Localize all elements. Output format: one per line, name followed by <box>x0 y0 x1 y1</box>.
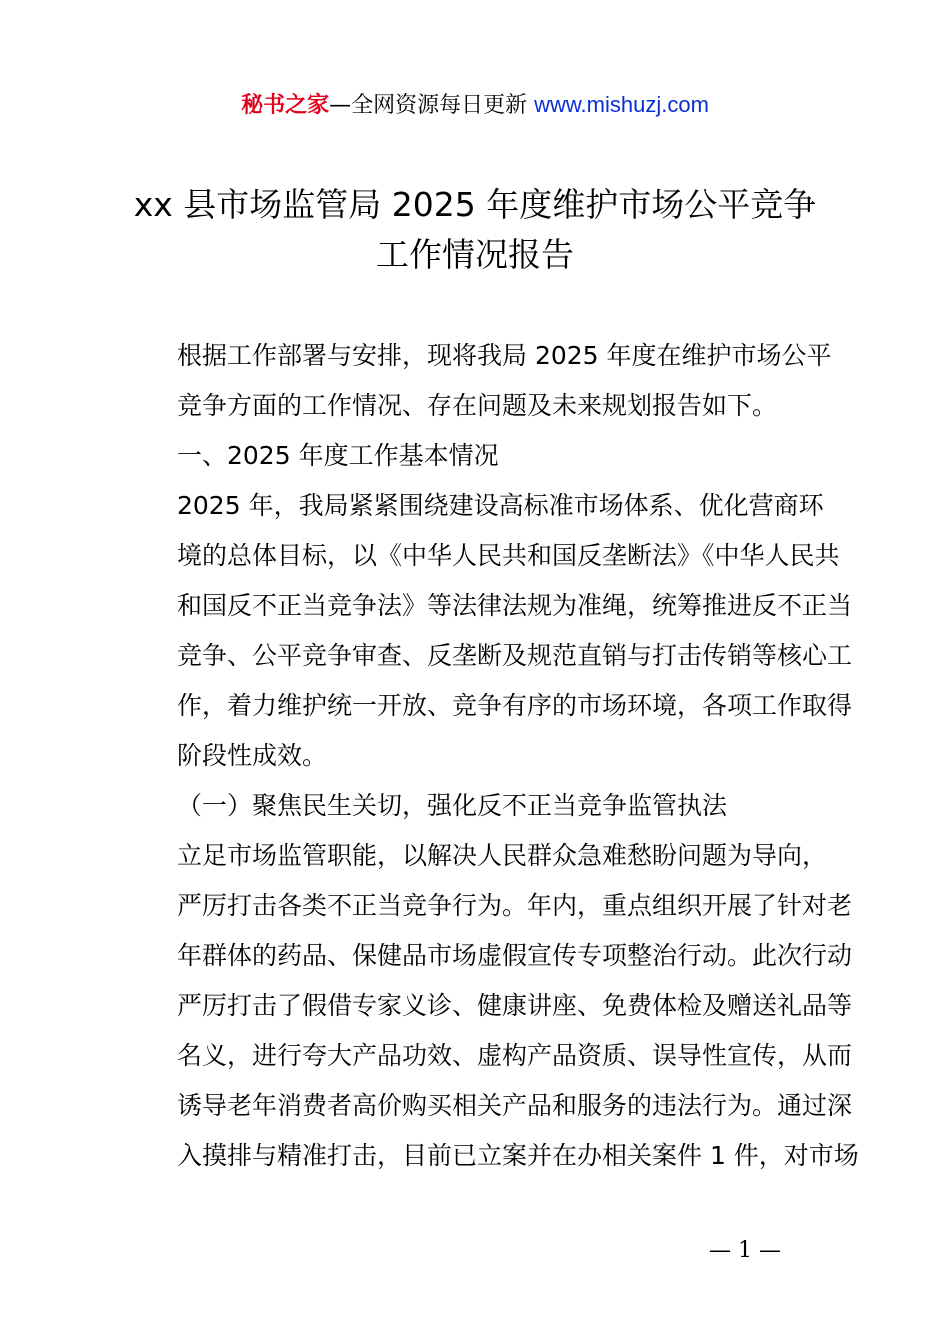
header-banner <box>0 88 950 123</box>
text-line: 竞争、公平竞争审查、反垄断及规范直销与打击传销等核心工 <box>177 641 853 670</box>
header-tagline: —全网资源每日更新 <box>329 93 528 118</box>
text-line: 境的总体目标，以《中华人民共和国反垄断法》《中华人民共 <box>177 541 840 570</box>
document-body <box>127 331 859 1181</box>
section-heading-1 <box>127 431 833 481</box>
text-line: 一、2025 年度工作基本情况 <box>177 441 499 470</box>
subsection-heading-1 <box>127 781 833 831</box>
text-line: 阶段性成效。 <box>177 741 328 770</box>
text-line: （一）聚焦民生关切，强化反不正当竞争监管执法 <box>177 791 728 820</box>
text-line: 入摸排与精准打击，目前已立案并在办相关案件 1 件，对市场 <box>177 1141 859 1170</box>
enforcement-paragraph <box>127 831 859 1181</box>
text-line: 作，着力维护统一开放、竞争有序的市场环境，各项工作取得 <box>177 691 853 720</box>
text-line: 根据工作部署与安排，现将我局 2025 年度在维护市场公平 <box>177 341 832 370</box>
text-line: 诱导老年消费者高价购买相关产品和服务的违法行为。通过深 <box>177 1091 853 1120</box>
text-line: 立足市场监管职能，以解决人民群众急难愁盼问题为导向， <box>177 841 828 870</box>
text-line: 和国反不正当竞争法》等法律法规为准绳，统筹推进反不正当 <box>177 591 853 620</box>
document-title-line-2: 工作情况报告 <box>376 235 574 274</box>
website-link[interactable]: www.mishuzj.com <box>534 92 709 117</box>
page-number: — 1 — <box>709 1238 781 1263</box>
document-title-line-1: xx 县市场监管局 2025 年度维护市场公平竞争 <box>133 185 817 224</box>
document-title <box>100 180 850 280</box>
intro-paragraph <box>127 331 833 431</box>
text-line: 严厉打击了假借专家义诊、健康讲座、免费体检及赠送礼品等 <box>177 991 853 1020</box>
overview-paragraph <box>127 481 853 781</box>
text-line: 严厉打击各类不正当竞争行为。年内，重点组织开展了针对老 <box>177 891 853 920</box>
brand-name: 秘书之家 <box>241 93 330 118</box>
text-line: 竞争方面的工作情况、存在问题及未来规划报告如下。 <box>177 391 778 420</box>
text-line: 2025 年，我局紧紧围绕建设高标准市场体系、优化营商环 <box>177 491 824 520</box>
text-line: 年群体的药品、保健品市场虚假宣传专项整治行动。此次行动 <box>177 941 853 970</box>
text-line: 名义，进行夸大产品功效、虚构产品资质、误导性宣传，从而 <box>177 1041 853 1070</box>
